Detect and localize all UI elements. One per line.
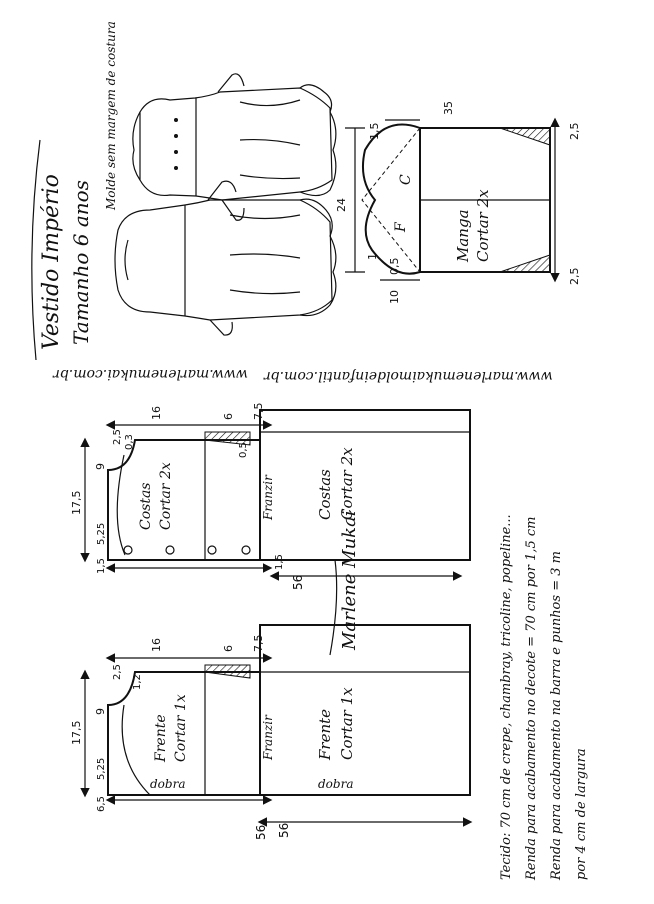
- sleeve-dim-10: 10: [388, 290, 401, 304]
- front-skirt-pattern: [254, 625, 470, 840]
- back-skirt-dim-15: 1,5: [274, 554, 285, 570]
- back-bodice-label-cut: Cortar 2x: [158, 462, 174, 530]
- notes-line1: Tecido: 70 cm de crepe, chambray, tricoline, popeline...: [499, 514, 514, 880]
- back-bodice-dim-525: 5,25: [96, 522, 107, 545]
- fabric-notes: [499, 514, 589, 881]
- back-bodice-dim-25: 2,5: [112, 429, 123, 445]
- front-bodice-dim-65: 6,5: [96, 796, 107, 812]
- sleeve-letter-c: C: [398, 174, 414, 185]
- sleeve-dim-1: 1: [366, 253, 379, 260]
- back-bodice-dim-15: 1,5: [96, 558, 107, 574]
- front-bodice-label-part: Frente: [153, 714, 169, 762]
- back-skirt-label-cut: Cortar 2x: [338, 447, 356, 520]
- front-bodice-dim-25: 2,5: [112, 664, 123, 680]
- back-bodice-label-part: Costas: [138, 482, 154, 530]
- title-line2: Tamanho 6 anos: [69, 180, 93, 345]
- front-skirt-franzir: Franzir: [261, 715, 275, 760]
- dress-illustrations: [104, 21, 336, 335]
- sleeve-pattern: [335, 101, 581, 304]
- back-skirt-dim-56: 56: [291, 574, 305, 590]
- front-skirt-label-part: Frente: [316, 708, 334, 760]
- sleeve-dim-35: 35: [442, 101, 455, 115]
- websites-block: [52, 366, 553, 384]
- notes-line3: Renda para acabamento na barra e punhos = 3 m: [549, 551, 564, 880]
- back-bodice-dim-75: 7,5: [252, 402, 265, 420]
- front-bodice-dim-16: 16: [150, 638, 163, 652]
- notes-line4: por 4 cm de largura: [574, 748, 589, 880]
- back-bodice-pattern: [70, 403, 270, 575]
- signature-flourish: [330, 560, 337, 655]
- sleeve-letter-f: F: [393, 222, 409, 232]
- back-skirt-pattern: [260, 410, 470, 590]
- sleeve-cap-curve: [363, 124, 420, 273]
- front-skirt-label-cut: Cortar 1x: [338, 687, 356, 760]
- front-skirt-dim-56: 56: [277, 822, 291, 838]
- sleeve-dim-15: 1,5: [368, 122, 381, 140]
- signature: Marlene Mukai: [339, 510, 360, 650]
- sleeve-dim-05: 0,5: [388, 257, 401, 275]
- sleeve-label-part: Manga: [454, 209, 472, 262]
- front-bodice-dim-6: 6: [222, 645, 235, 652]
- sleeve-label-cut: Cortar 2x: [474, 189, 492, 262]
- back-bodice-dim-03: 0,3: [124, 434, 135, 450]
- front-skirt-outline: [260, 625, 470, 795]
- back-bodice-dim-05: 0,5: [238, 442, 249, 458]
- front-bodice-dim-75: 7,5: [252, 634, 265, 652]
- front-skirt-dobra: dobra: [318, 777, 354, 791]
- dress-back-view-illustration: [133, 74, 336, 220]
- front-bodice-dim-9: 9: [94, 708, 107, 715]
- front-bodice-dim-56-left: 56: [254, 824, 268, 840]
- back-skirt-franzir: Franzir: [261, 475, 275, 520]
- back-bodice-dim-175: 17,5: [70, 490, 83, 515]
- title-block: [32, 140, 93, 360]
- back-skirt-label-part: Costas: [316, 469, 334, 520]
- website-1: www.marlenemukai.com.br: [53, 366, 248, 382]
- sleeve-dim-24: 24: [335, 198, 348, 212]
- front-bodice-pattern: [70, 635, 270, 813]
- sleeve-dim-25b: 2,5: [568, 267, 581, 285]
- back-bodice-dim-6: 6: [222, 413, 235, 420]
- sleeve-dim-25a: 2,5: [568, 122, 581, 140]
- front-bodice-dim-12: 1,2: [132, 674, 143, 690]
- front-bodice-label-cut: Cortar 1x: [173, 694, 189, 762]
- signature-block: [330, 510, 360, 655]
- front-bodice-dim-525: 5,25: [96, 757, 107, 780]
- illustration-note: Molde sem margem de costura: [104, 21, 118, 210]
- front-bodice-dobra: dobra: [150, 777, 186, 791]
- title-line1: Vestido Império: [39, 174, 64, 350]
- website-2: www.marlenemukaimoldeinfantil.com.br: [264, 368, 553, 384]
- back-bodice-dim-16: 16: [150, 406, 163, 420]
- back-bodice-dim-9: 9: [94, 463, 107, 470]
- notes-line2: Renda para acabamento no decote = 70 cm por 1,5 cm: [524, 516, 539, 880]
- front-bodice-dim-175: 17,5: [70, 720, 83, 745]
